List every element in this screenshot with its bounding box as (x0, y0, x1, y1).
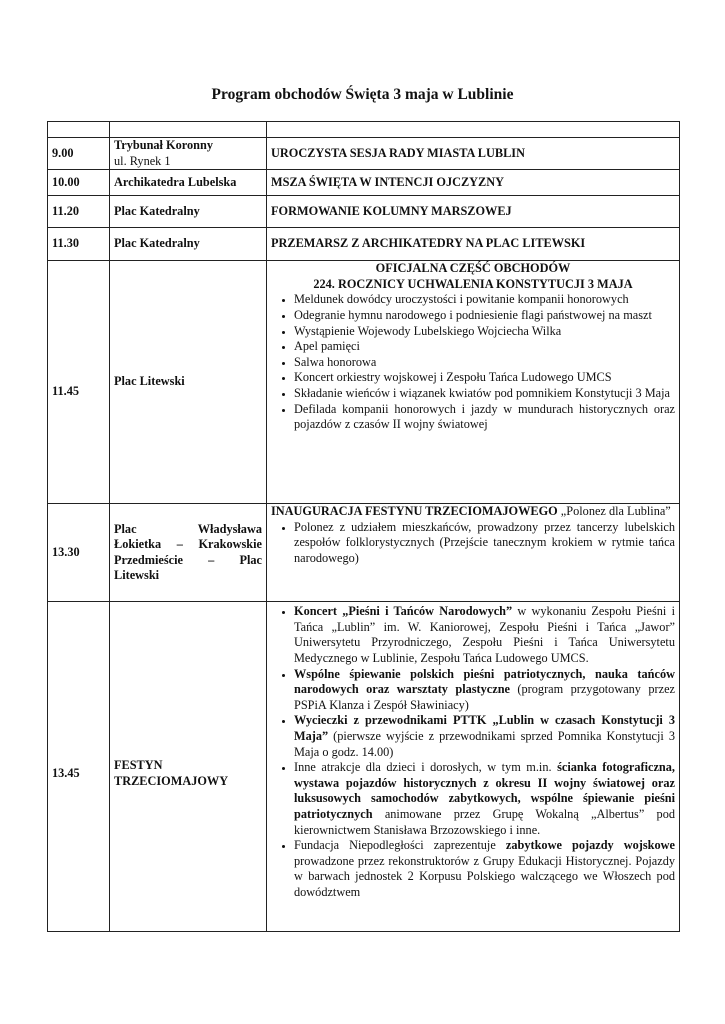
table-row (48, 228, 680, 261)
event-cell (267, 504, 680, 602)
list-item: • Składanie wieńców i wiązanek kwiatów pod pomnikiem Konstytucji 3 Maja (294, 386, 675, 402)
table-row (48, 196, 680, 228)
page-title: Program obchodów Święta 3 maja w Lublinie (211, 86, 514, 103)
list-item-bold: ścianka fotograficzna, wystawa pojazdów historycznych z okresu II wojny światowej oraz luksusowych samochodów zabytkowych, wspólne śpiewanie pieśni patriotycznych (294, 760, 675, 821)
time-cell: 13.45 (48, 602, 110, 932)
list-item-text: (pierwsze wyjście z przewodnikami sprzed Pomnika Konstytucji 3 Maja o godz. 14.00) (294, 728, 675, 759)
table-row (48, 170, 680, 196)
place-cell (110, 122, 267, 138)
event-intro (271, 504, 675, 520)
event-cell (267, 602, 680, 932)
list-item: • Meldunek dowódcy uroczystości i powitanie kompanii honorowych (294, 292, 675, 308)
event-cell: PRZEMARSZ Z ARCHIKATEDRY NA PLAC LITEWSKI (267, 228, 680, 261)
place-line: Przedmieście – Plac (114, 552, 262, 567)
place-address: ul. Rynek 1 (114, 153, 171, 168)
list-item-text: (program przygotowany przez PSPiA Klanza i Zespół Sławiniacy) (294, 682, 675, 712)
place-cell: FESTYN TRZECIOMAJOWY (110, 602, 267, 932)
time-cell: 11.30 (48, 228, 110, 261)
list-item (294, 604, 675, 666)
event-heading: OFICJALNA CZĘŚĆ OBCHODÓW (375, 261, 571, 276)
list-item: • Salwa honorowa (294, 355, 675, 371)
list-item-bold: Koncert „Pieśni i Tańców Narodowych” (294, 604, 513, 619)
event-intro-title: INAUGURACJA FESTYNU TRZECIOMAJOWEGO (271, 504, 558, 519)
time-cell: 11.20 (48, 196, 110, 228)
table-row (48, 602, 680, 932)
table-row (48, 138, 680, 170)
time-cell: 13.30 (48, 504, 110, 602)
list-item: • Odegranie hymnu narodowego i podniesienie flagi państwowej na maszt (294, 308, 675, 324)
list-item (294, 713, 675, 760)
list-item (294, 838, 675, 900)
place-cell (110, 138, 267, 170)
time-cell: 10.00 (48, 170, 110, 196)
list-item: • Defilada kompanii honorowych i jazdy w mundurach historycznych oraz pojazdów z czasów II wojny światowej (294, 402, 675, 433)
event-list (271, 292, 675, 432)
list-item-text: Fundacja Niepodległości zaprezentuje (294, 838, 506, 853)
event-cell (267, 122, 680, 138)
place-cell: Plac Katedralny (110, 196, 267, 228)
event-list (271, 604, 675, 900)
place-line: Plac Władysława (114, 521, 262, 536)
list-item-bold: Wycieczki z przewodnikami PTTK „Lublin w czasach Konstytucji 3 Maja” (294, 713, 675, 743)
place-name: Trybunał Koronny (114, 138, 213, 152)
event-list (271, 520, 675, 567)
list-item-text: w wykonaniu Zespołu Pieśni i Tańca „Lublin” im. W. Kaniorowej, Zespołu Pieśni i Tańca „Jawor” Uniwersytetu Przyrodniczego, Zespołu Pieśni i Tańca Uniwersytetu Medycznego w Lublinie, Zespołu Tańca Ludowego UMCS. (294, 604, 675, 665)
program-table (47, 121, 680, 932)
event-cell (267, 261, 680, 504)
table-row (48, 122, 680, 138)
place-cell: Plac Katedralny (110, 228, 267, 261)
list-item-text: animowane przez Grupę Wokalną „Albertus” pod kierownictwem Stanisława Brzozowskiego i inne. (294, 806, 675, 837)
place-line: Łokietka – Krakowskie (114, 537, 262, 552)
table-row (48, 504, 680, 602)
place-cell (110, 504, 267, 602)
list-item: • Polonez z udziałem mieszkańców, prowadzony przez tancerzy lubelskich zespołów folklorystycznych (Przejście tanecznym krokiem w rytmie tańca narodowego) (294, 520, 675, 567)
list-item: • Wystąpienie Wojewody Lubelskiego Wojciecha Wilka (294, 324, 675, 340)
list-item-text: Inne atrakcje dla dzieci i dorosłych, w tym m.in. (294, 760, 558, 775)
time-cell: 9.00 (48, 138, 110, 170)
list-item-bold: Wspólne śpiewanie polskich pieśni patriotycznych, nauka tańców narodowych oraz warsztaty plastyczne (294, 666, 675, 697)
time-cell (48, 122, 110, 138)
list-item: • Koncert orkiestry wojskowej i Zespołu Tańca Ludowego UMCS (294, 370, 675, 386)
list-item (294, 667, 675, 714)
event-cell: UROCZYSTA SESJA RADY MIASTA LUBLIN (267, 138, 680, 170)
place-cell: Plac Litewski (110, 261, 267, 504)
list-item-text: prowadzone przez rekonstruktorów z Grupy Edukacji Historycznej. Pojazdy w barwach jednostek 2 Korpusu Polskiego walczącego we Włoszech pod dowództwem (294, 853, 675, 899)
event-heading: 224. ROCZNICY UCHWALENIA KONSTYTUCJI 3 MAJA (313, 276, 633, 291)
list-item (294, 760, 675, 838)
place-line: Litewski (114, 568, 160, 583)
time-cell: 11.45 (48, 261, 110, 504)
table-row (48, 261, 680, 504)
place-cell: Archikatedra Lubelska (110, 170, 267, 196)
event-intro-text: „Polonez dla Lublina” (557, 504, 671, 519)
list-item-bold: zabytkowe pojazdy wojskowe (505, 838, 675, 853)
list-item: • Apel pamięci (294, 339, 675, 355)
event-cell: FORMOWANIE KOLUMNY MARSZOWEJ (267, 196, 680, 228)
event-cell: MSZA ŚWIĘTA W INTENCJI OJCZYZNY (267, 170, 680, 196)
